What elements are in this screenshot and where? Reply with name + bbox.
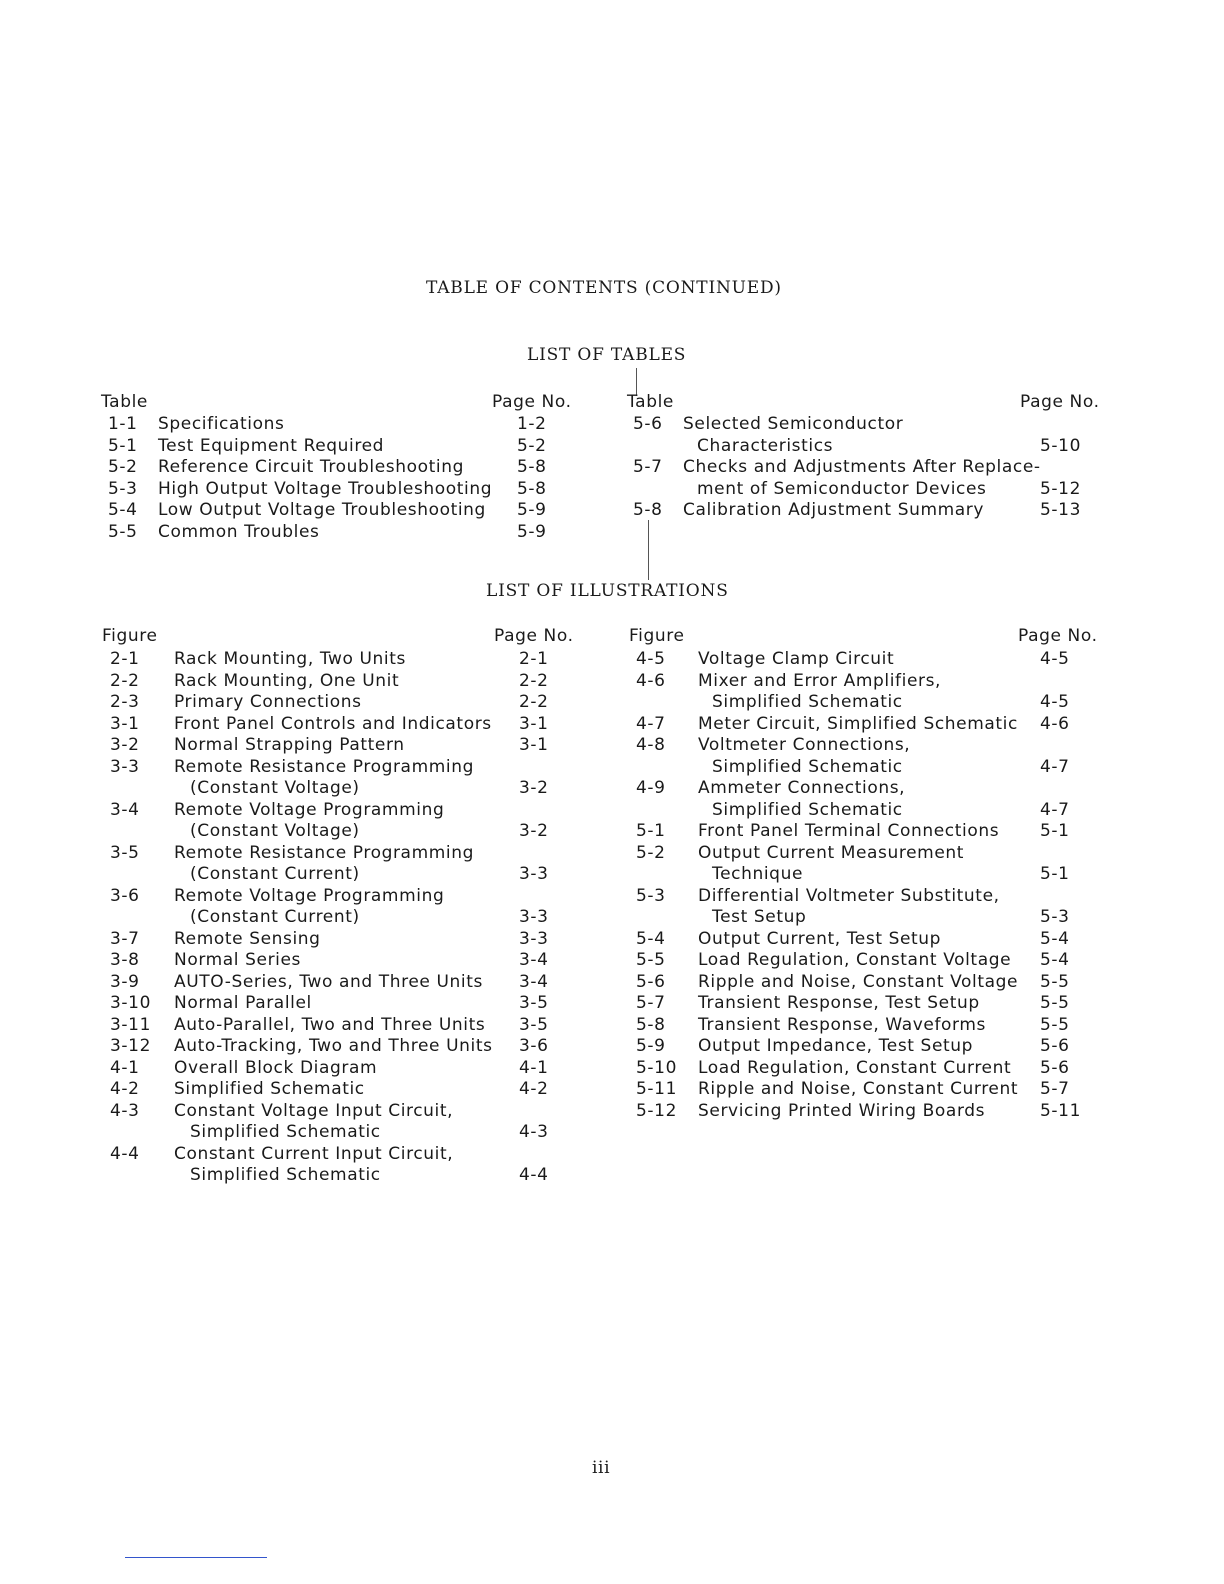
entry-title: Test Setup — [712, 907, 807, 927]
figure-entry — [636, 992, 1096, 1014]
table-entry — [108, 413, 578, 435]
entry-number: 5-8 — [633, 500, 663, 521]
entry-title: Transient Response, Test Setup — [698, 993, 980, 1013]
figure-entry — [110, 799, 570, 842]
entry-number: 5-3 — [636, 885, 666, 906]
entry-title: Voltmeter Connections, — [698, 735, 911, 755]
entry-title: (Constant Current) — [190, 907, 360, 927]
figure-entry — [636, 1100, 1096, 1122]
entry-number: 1-1 — [108, 414, 138, 434]
entry-title: Output Impedance, Test Setup — [698, 1036, 974, 1056]
entry-number: 4-8 — [636, 735, 666, 755]
entry-title: Technique — [712, 864, 803, 884]
page-number: iii — [592, 1458, 611, 1478]
figure-entry — [636, 1035, 1096, 1057]
entry-number: 3-4 — [110, 799, 140, 820]
entry-number: 3-7 — [110, 928, 140, 949]
entry-title: Load Regulation, Constant Voltage — [698, 950, 1012, 970]
entry-title: Front Panel Controls and Indicators — [174, 713, 492, 734]
entry-title: (Constant Current) — [190, 864, 360, 884]
entry-page: 5-1 — [1040, 821, 1070, 841]
entry-title: Normal Strapping Pattern — [174, 735, 405, 755]
entry-title: Normal Parallel — [174, 993, 312, 1013]
entry-number: 3-12 — [110, 1036, 151, 1056]
entry-page: 4-6 — [1040, 713, 1070, 734]
entry-title: Low Output Voltage Troubleshooting — [158, 500, 486, 521]
figure-entry — [636, 1014, 1096, 1036]
figures-left-header-page: Page No. — [494, 626, 574, 646]
entry-title: Simplified Schematic — [190, 1165, 381, 1185]
entry-page: 2-2 — [519, 670, 549, 691]
entry-page: 5-1 — [1040, 864, 1070, 884]
table-entry — [108, 456, 578, 478]
entry-title: Output Current Measurement — [698, 842, 965, 863]
entry-number: 2-2 — [110, 670, 140, 691]
figure-entry — [636, 949, 1096, 971]
figure-entry — [636, 1057, 1096, 1079]
entry-number: 3-6 — [110, 885, 140, 906]
entry-number: 3-9 — [110, 971, 140, 992]
entry-title: Selected Semiconductor — [683, 414, 904, 434]
figure-entry — [110, 1014, 570, 1036]
list-of-tables-title: LIST OF TABLES — [527, 345, 687, 365]
tables-left-header-label: Table — [101, 392, 148, 412]
figure-entry — [636, 971, 1096, 993]
figure-entry — [636, 820, 1096, 842]
entry-page: 5-3 — [1040, 907, 1070, 927]
entry-title: Remote Resistance Programming — [174, 756, 474, 777]
entry-number: 5-7 — [636, 993, 666, 1013]
entry-title: Front Panel Terminal Connections — [698, 821, 1000, 841]
entry-page: 2-2 — [519, 692, 549, 712]
figure-entry — [636, 1078, 1096, 1100]
figure-entry — [110, 756, 570, 799]
figure-entry — [110, 1078, 570, 1100]
entry-title: ment of Semiconductor Devices — [697, 478, 987, 499]
entry-number: 5-10 — [636, 1057, 677, 1078]
entry-page: 4-3 — [519, 1122, 549, 1142]
table-entry — [108, 499, 578, 521]
entry-title: Auto-Parallel, Two and Three Units — [174, 1014, 486, 1035]
figure-entry — [110, 885, 570, 928]
entry-page: 5-5 — [1040, 1014, 1070, 1035]
table-entry — [108, 478, 578, 500]
entry-number: 3-11 — [110, 1014, 151, 1035]
entry-title: Constant Current Input Circuit, — [174, 1143, 454, 1164]
entry-page: 4-1 — [519, 1057, 549, 1078]
entry-title: Reference Circuit Troubleshooting — [158, 457, 464, 478]
figure-entry — [636, 777, 1096, 820]
footer-rule — [125, 1557, 267, 1558]
entry-page: 5-13 — [1040, 500, 1081, 521]
entry-title: Simplified Schematic — [190, 1122, 381, 1142]
entry-page: 5-6 — [1040, 1036, 1070, 1056]
entry-number: 5-5 — [636, 950, 666, 970]
entry-title: Remote Sensing — [174, 928, 321, 949]
entry-page: 3-4 — [519, 950, 549, 970]
entry-page: 3-6 — [519, 1036, 549, 1056]
entry-title: High Output Voltage Troubleshooting — [158, 478, 493, 499]
entry-title: Specifications — [158, 414, 285, 434]
entry-title: Primary Connections — [174, 692, 362, 712]
table-entry — [633, 413, 1093, 456]
page-title: TABLE OF CONTENTS (CONTINUED) — [426, 278, 782, 298]
entry-page: 4-2 — [519, 1079, 549, 1099]
figure-entry — [110, 1035, 570, 1057]
entry-number: 4-2 — [110, 1079, 140, 1099]
figure-entry — [636, 713, 1096, 735]
entry-page: 5-10 — [1040, 435, 1081, 456]
entry-number: 4-5 — [636, 649, 666, 669]
entry-title: Ripple and Noise, Constant Voltage — [698, 971, 1019, 992]
entry-number: 5-1 — [636, 821, 666, 841]
entry-page: 5-5 — [1040, 993, 1070, 1013]
entry-number: 5-12 — [636, 1100, 677, 1121]
figure-entry — [110, 992, 570, 1014]
entry-title: Characteristics — [697, 435, 834, 456]
entry-page: 4-5 — [1040, 692, 1070, 712]
entry-number: 5-4 — [108, 500, 138, 521]
entry-title: Normal Series — [174, 950, 301, 970]
entry-page: 5-11 — [1040, 1100, 1081, 1121]
entry-page: 3-2 — [519, 821, 549, 841]
entry-title: Constant Voltage Input Circuit, — [174, 1100, 454, 1121]
entry-number: 2-3 — [110, 692, 140, 712]
entry-page: 4-7 — [1040, 799, 1070, 820]
entry-number: 5-11 — [636, 1079, 677, 1099]
entry-title: Simplified Schematic — [174, 1079, 365, 1099]
entry-title: Output Current, Test Setup — [698, 928, 942, 949]
entry-number: 5-1 — [108, 435, 138, 456]
entry-number: 4-6 — [636, 670, 666, 691]
figure-entry — [110, 971, 570, 993]
entry-title: Meter Circuit, Simplified Schematic — [698, 713, 1018, 734]
entry-title: Voltage Clamp Circuit — [698, 649, 895, 669]
figure-entry — [636, 885, 1096, 928]
table-entry — [633, 456, 1093, 499]
entry-title: Transient Response, Waveforms — [698, 1014, 986, 1035]
entry-page: 3-5 — [519, 993, 549, 1013]
entry-number: 4-3 — [110, 1100, 140, 1121]
entry-number: 4-9 — [636, 778, 666, 798]
entry-number: 5-9 — [636, 1036, 666, 1056]
figures-left-header-label: Figure — [102, 626, 158, 646]
entry-title: Simplified Schematic — [712, 756, 903, 777]
figures-right-header-label: Figure — [629, 626, 685, 646]
table-entry — [108, 521, 578, 543]
entry-number: 3-3 — [110, 756, 140, 777]
entry-page: 3-3 — [519, 928, 549, 949]
figure-entry — [636, 842, 1096, 885]
entry-number: 5-8 — [636, 1014, 666, 1035]
figure-entry — [110, 648, 570, 670]
tables-right-header-page: Page No. — [1020, 392, 1100, 412]
entry-page: 5-4 — [1040, 928, 1070, 949]
table-entry — [633, 499, 1093, 521]
entry-number: 5-2 — [108, 457, 138, 478]
figure-entry — [636, 648, 1096, 670]
entry-title: Differential Voltmeter Substitute, — [698, 885, 1000, 906]
figure-entry — [110, 1057, 570, 1079]
entry-number: 4-7 — [636, 713, 666, 734]
entry-number: 5-6 — [636, 971, 666, 992]
entry-page: 3-4 — [519, 971, 549, 992]
figure-entry — [636, 928, 1096, 950]
entry-page: 3-2 — [519, 778, 549, 798]
entry-page: 3-1 — [519, 713, 549, 734]
entry-page: 5-8 — [517, 457, 547, 478]
entry-number: 3-5 — [110, 842, 140, 863]
figure-entry — [636, 734, 1096, 777]
entry-title: Remote Resistance Programming — [174, 842, 474, 863]
tables-left-header-page: Page No. — [492, 392, 572, 412]
column-divider — [648, 520, 649, 580]
entry-number: 3-1 — [110, 713, 140, 734]
entry-title: Rack Mounting, One Unit — [174, 670, 400, 691]
entry-number: 5-7 — [633, 457, 663, 478]
entry-number: 3-8 — [110, 950, 140, 970]
entry-title: (Constant Voltage) — [190, 821, 360, 841]
entry-page: 3-5 — [519, 1014, 549, 1035]
entry-title: Test Equipment Required — [158, 435, 385, 456]
entry-title: Ripple and Noise, Constant Current — [698, 1079, 1019, 1099]
entry-page: 4-4 — [519, 1165, 549, 1185]
figure-entry — [110, 691, 570, 713]
entry-title: Checks and Adjustments After Replace- — [683, 457, 1041, 478]
entry-page: 5-7 — [1040, 1079, 1070, 1099]
entry-number: 2-1 — [110, 649, 140, 669]
entry-number: 5-2 — [636, 842, 666, 863]
entry-number: 5-5 — [108, 522, 138, 542]
entry-page: 4-5 — [1040, 649, 1070, 669]
figures-right-header-page: Page No. — [1018, 626, 1098, 646]
entry-number: 5-6 — [633, 414, 663, 434]
entry-page: 5-2 — [517, 435, 547, 456]
entry-page: 5-12 — [1040, 478, 1081, 499]
figure-entry — [636, 670, 1096, 713]
figure-entry — [110, 713, 570, 735]
entry-page: 3-3 — [519, 907, 549, 927]
entry-number: 3-10 — [110, 993, 151, 1013]
figure-entry — [110, 670, 570, 692]
entry-page: 5-6 — [1040, 1057, 1070, 1078]
figure-entry — [110, 949, 570, 971]
entry-title: Rack Mounting, Two Units — [174, 649, 406, 669]
entry-title: Common Troubles — [158, 522, 320, 542]
entry-page: 4-7 — [1040, 756, 1070, 777]
entry-title: Servicing Printed Wiring Boards — [698, 1100, 986, 1121]
list-of-illustrations-title: LIST OF ILLUSTRATIONS — [486, 581, 729, 601]
entry-page: 3-3 — [519, 864, 549, 884]
entry-number: 4-1 — [110, 1057, 140, 1078]
entry-title: Simplified Schematic — [712, 692, 903, 712]
entry-title: Mixer and Error Amplifiers, — [698, 670, 942, 691]
entry-title: Remote Voltage Programming — [174, 799, 445, 820]
entry-page: 2-1 — [519, 649, 549, 669]
entry-title: (Constant Voltage) — [190, 778, 360, 798]
entry-page: 5-9 — [517, 500, 547, 521]
table-entry — [108, 435, 578, 457]
entry-page: 1-2 — [517, 414, 547, 434]
entry-title: Ammeter Connections, — [698, 778, 906, 798]
figure-entry — [110, 928, 570, 950]
figure-entry — [110, 842, 570, 885]
entry-title: Overall Block Diagram — [174, 1057, 378, 1078]
figure-entry — [110, 1143, 570, 1186]
entry-title: Load Regulation, Constant Current — [698, 1057, 1012, 1078]
entry-page: 3-1 — [519, 735, 549, 755]
entry-number: 5-3 — [108, 478, 138, 499]
entry-title: AUTO-Series, Two and Three Units — [174, 971, 483, 992]
entry-number: 4-4 — [110, 1143, 140, 1164]
entry-title: Auto-Tracking, Two and Three Units — [174, 1036, 493, 1056]
tables-right-header-label: Table — [627, 392, 674, 412]
entry-number: 5-4 — [636, 928, 666, 949]
entry-number: 3-2 — [110, 735, 140, 755]
entry-title: Simplified Schematic — [712, 799, 903, 820]
entry-page: 5-8 — [517, 478, 547, 499]
entry-title: Remote Voltage Programming — [174, 885, 445, 906]
entry-page: 5-5 — [1040, 971, 1070, 992]
figure-entry — [110, 734, 570, 756]
entry-page: 5-9 — [517, 522, 547, 542]
entry-title: Calibration Adjustment Summary — [683, 500, 985, 521]
entry-page: 5-4 — [1040, 950, 1070, 970]
figure-entry — [110, 1100, 570, 1143]
